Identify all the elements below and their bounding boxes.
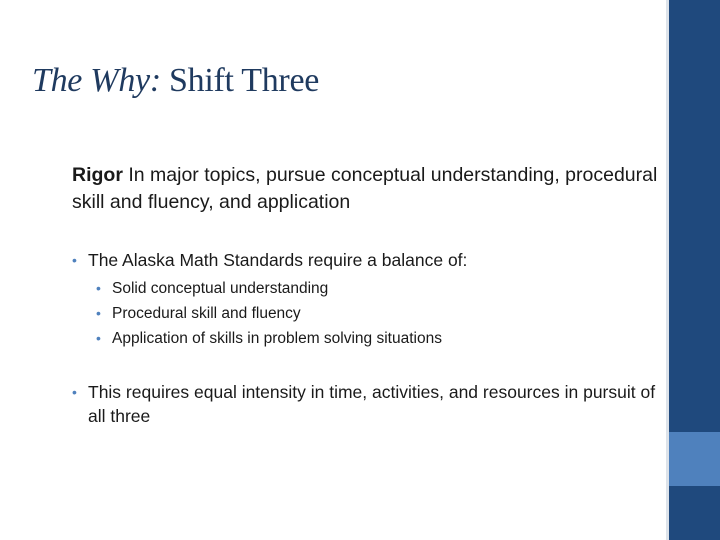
bullet-dot-icon: • [96, 305, 101, 321]
sub-bullet-item [96, 276, 662, 301]
side-accent-block [669, 432, 720, 486]
side-decoration-bar [666, 0, 720, 540]
title-rest: Shift Three [160, 62, 320, 99]
bullet-text: The Alaska Math Standards require a balance of: [88, 250, 468, 270]
intro-paragraph [72, 162, 662, 216]
bullet-item [72, 380, 658, 428]
slide-title [32, 62, 652, 100]
sub-bullet-item [96, 301, 662, 326]
slide-body [72, 162, 662, 428]
bullet-item [72, 248, 662, 272]
bullet-dot-icon: • [96, 280, 101, 296]
title-italic: The Why: [32, 62, 161, 99]
bullet-text: This requires equal intensity in time, activities, and resources in pursuit of all three [88, 382, 656, 426]
sub-bullet-list [72, 276, 662, 351]
sub-bullet-text: Procedural skill and fluency [112, 305, 301, 322]
bullet-dot-icon: • [72, 384, 77, 400]
bullet-dot-icon: • [72, 252, 77, 268]
sub-bullet-item [96, 326, 662, 351]
intro-text: In major topics, pursue conceptual understanding, procedural skill and fluency, and application [72, 164, 658, 213]
intro-term: Rigor [72, 164, 123, 186]
sub-bullet-text: Solid conceptual understanding [112, 280, 329, 297]
bullet-dot-icon: • [96, 330, 101, 346]
sub-bullet-text: Application of skills in problem solving situations [112, 330, 442, 347]
